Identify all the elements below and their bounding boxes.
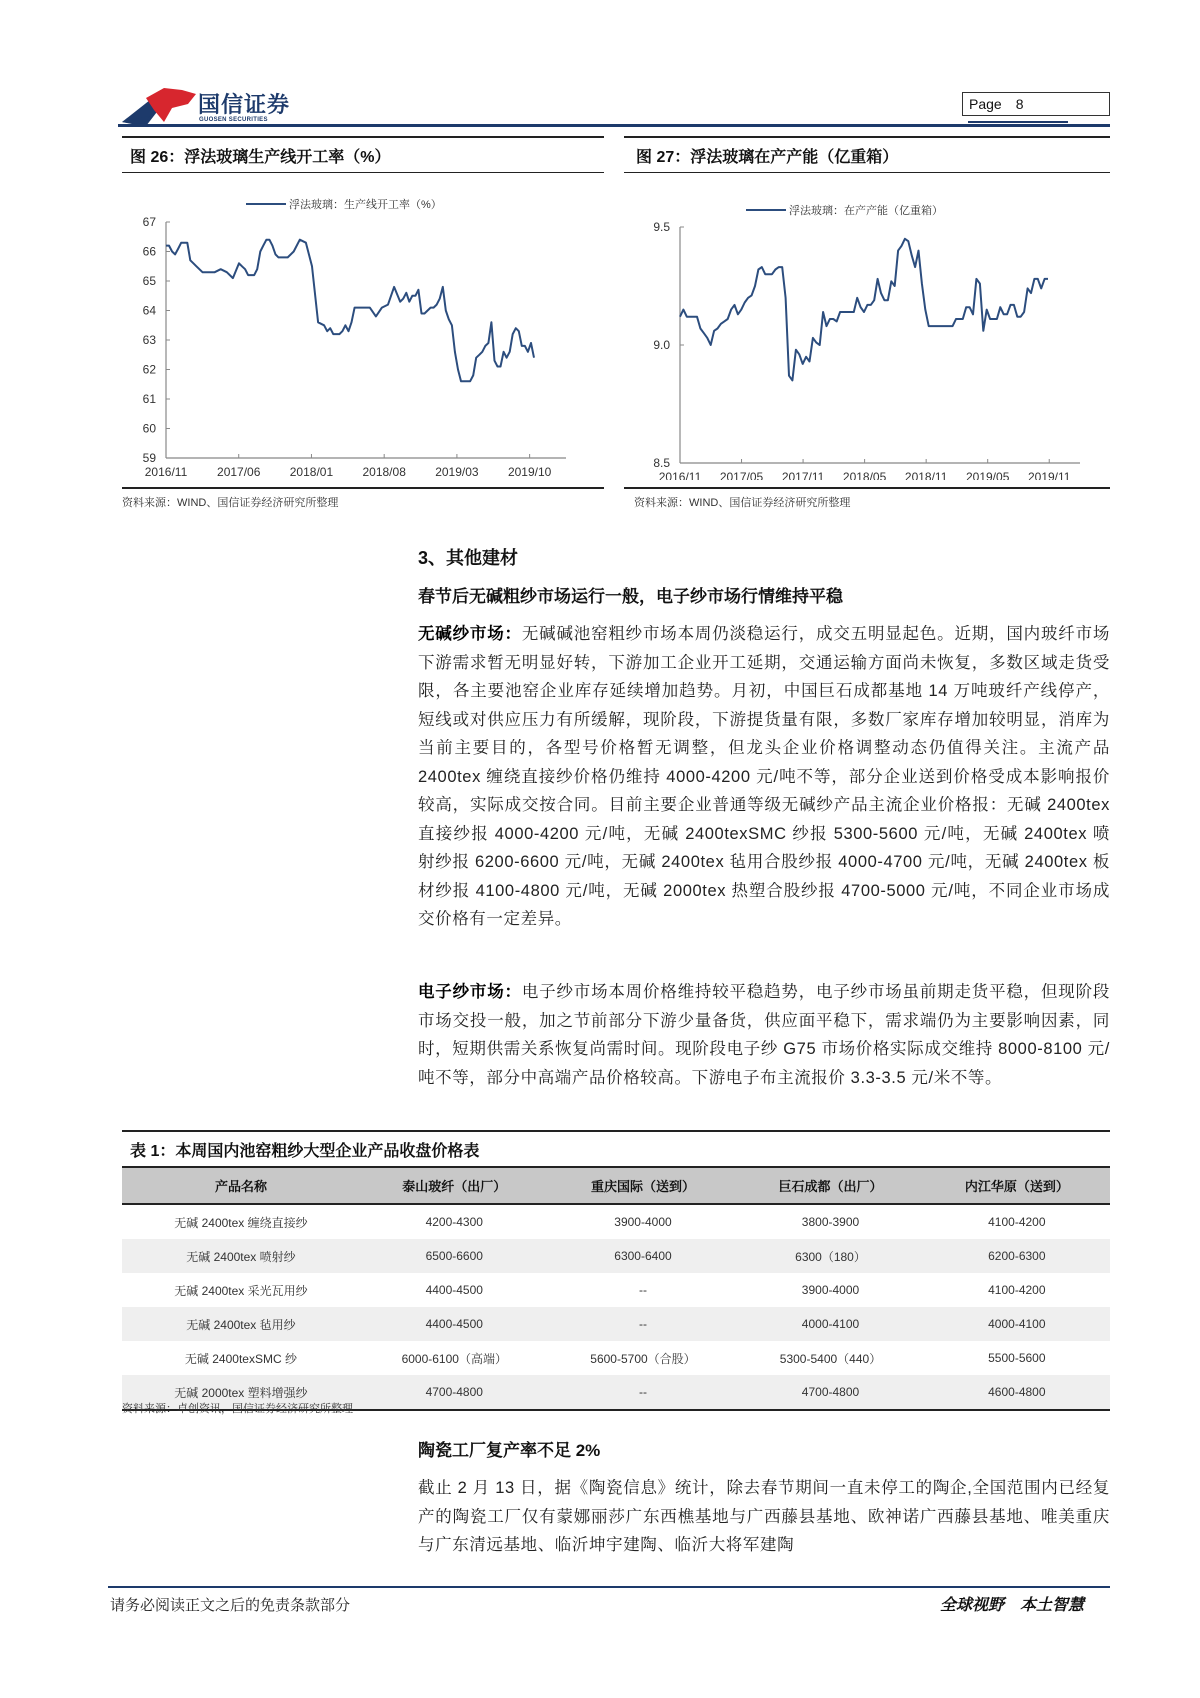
fig27-top-rule xyxy=(624,136,1110,138)
table-cell: 4200-4300 xyxy=(425,1215,483,1229)
table-cell: 5600-5700（合股） xyxy=(590,1351,696,1366)
table-cell: 6500-6600 xyxy=(360,1239,549,1273)
table-cell: 5500-5600 xyxy=(988,1351,1046,1365)
section-heading: 3、其他建材 xyxy=(418,548,519,568)
svg-text:2017/11: 2017/11 xyxy=(781,470,825,480)
svg-text:2018/05: 2018/05 xyxy=(842,470,887,480)
table-cell: 6300-6400 xyxy=(549,1239,738,1273)
fig26-top-rule xyxy=(122,136,604,138)
para1-lead: 无碱纱市场： xyxy=(418,625,522,643)
svg-text:59: 59 xyxy=(142,451,156,465)
fig27-source: 资料来源：WIND、国信证券经济研究所整理 xyxy=(634,497,851,509)
svg-text:62: 62 xyxy=(142,362,156,377)
page-label: Page xyxy=(969,96,1002,112)
col-header: 产品名称 xyxy=(122,1167,360,1204)
table-top-rule xyxy=(122,1130,1110,1132)
fig27-legend-label: 浮法玻璃：在产产能（亿重箱） xyxy=(789,205,943,217)
table-row xyxy=(122,1239,1110,1273)
table-cell: 无碱 2400tex 采光瓦用纱 xyxy=(174,1283,308,1298)
table-cell: 4000-4100 xyxy=(924,1307,1110,1341)
ceramics-paragraph: 截止 2 月 13 日，据《陶瓷信息》统计，除去春节期间一直未停工的陶企,全国范围内已经复产的陶瓷工厂仅有蒙娜丽莎广东西樵基地与广西藤县基地、欧神诺广西藤县基地、唯美重庆与广东清远基地、临沂坤宇建陶、临沂大将军建陶 xyxy=(418,1479,1110,1554)
svg-text:2018/01: 2018/01 xyxy=(289,465,334,479)
fig27-title-rule xyxy=(624,172,1110,173)
svg-text:9.5: 9.5 xyxy=(653,220,670,234)
table-cell: 无碱 2400tex 喷射纱 xyxy=(122,1239,360,1273)
svg-text:64: 64 xyxy=(142,303,156,318)
svg-text:8.5: 8.5 xyxy=(653,456,670,470)
table-cell: 无碱 2400tex 缠绕直接纱 xyxy=(174,1215,308,1230)
table-cell: 无碱 2400texSMC 纱 xyxy=(184,1351,297,1366)
svg-text:60: 60 xyxy=(142,421,156,436)
fig27-chart xyxy=(620,205,1090,480)
guosen-logo-icon xyxy=(120,82,200,130)
svg-text:61: 61 xyxy=(142,392,156,406)
para1-body: 无碱碱池窑粗纱市场本周仍淡稳运行，成交五明显起色。近期，国内玻纤市场下游需求暂无明显好转，下游加工企业开工延期，交通运输方面尚未恢复，多数区域走货受限，各主要池窑企业库存延续增加趋势。月初，中国巨石成都基地 14 万吨玻纤产线停产，短线或对供应压力有所缓解，现阶段，下游提货量有限，多数厂家库存增加较明显，消库为当前主要目的，各型号价格暂无调整，但龙头企业价格调整动态仍值得关注。主流产品 2400tex 缠绕直接纱价格仍维持 4000-4200 元/吨不等，部分企业送到价格受成本影响报价较高，实际成交按合同。目前主要企业普通等级无碱纱产品主流企业价格报：无碱 2400tex 直接纱报 4000-4200 元/吨，无碱 2400texSMC 纱报 5300-5600 元/吨，无碱 2400tex 喷射纱报 6200-6600 元/吨，无碱 2400tex 毡用合股纱报 4000-4700 元/吨，无碱 2400tex 板材纱报 4100-4800 元/吨，无碱 2000tex 热塑合股纱报 4700-5000 元/吨，不同企业市场成交价格有一定差异。 xyxy=(418,625,1110,928)
logo-text-cn: 国信证券 xyxy=(198,92,291,117)
table-cell: 6300（180） xyxy=(737,1239,923,1273)
footer-divider xyxy=(108,1586,1110,1588)
table-cell: 4400-4500 xyxy=(360,1307,549,1341)
svg-text:9.0: 9.0 xyxy=(653,338,670,352)
svg-text:63: 63 xyxy=(142,333,156,347)
logo-text-en: GUOSEN SECURITIES xyxy=(199,117,268,123)
table-cell: 4100-4200 xyxy=(988,1283,1046,1297)
fig26-source: 资料来源：WIND、国信证券经济研究所整理 xyxy=(122,497,339,509)
svg-text:2019/03: 2019/03 xyxy=(435,465,479,479)
table-cell: 6200-6300 xyxy=(924,1239,1110,1273)
svg-text:65: 65 xyxy=(142,274,156,288)
footer-disclaimer: 请务必阅读正文之后的免责条款部分 xyxy=(110,1597,351,1614)
svg-text:2016/11: 2016/11 xyxy=(144,465,188,479)
table-cell: 5300-5400（440） xyxy=(779,1351,882,1366)
svg-text:2018/08: 2018/08 xyxy=(362,465,406,479)
svg-text:2016/11: 2016/11 xyxy=(658,470,702,480)
page-number: 8 xyxy=(1015,96,1024,112)
fig26-legend-label: 浮法玻璃：生产线开工率（%） xyxy=(289,199,442,211)
svg-text:67: 67 xyxy=(142,215,156,229)
table-cell: 6000-6100（高端） xyxy=(401,1351,507,1366)
ceramics-heading: 陶瓷工厂复产率不足 2% xyxy=(418,1441,601,1460)
table-cell: -- xyxy=(549,1307,738,1341)
svg-text:2017/05: 2017/05 xyxy=(719,470,764,480)
para2-lead: 电子纱市场： xyxy=(418,983,522,1001)
table-title: 表 1：本周国内池窑粗纱大型企业产品收盘价格表 xyxy=(130,1143,480,1160)
table-row xyxy=(122,1341,1110,1375)
svg-text:2019/11: 2019/11 xyxy=(1027,470,1071,480)
table-cell: 3900-4000 xyxy=(614,1215,672,1229)
col-header: 泰山玻纤（出厂） xyxy=(360,1167,549,1204)
table-row xyxy=(122,1307,1110,1341)
svg-text:2017/06: 2017/06 xyxy=(217,465,261,479)
table-cell: 3800-3900 xyxy=(801,1215,860,1229)
table-source: 资料来源：卓创资讯，国信证券经济研究所整理 xyxy=(122,1403,353,1415)
svg-text:2019/05: 2019/05 xyxy=(965,470,1010,480)
svg-text:2019/10: 2019/10 xyxy=(507,465,552,479)
fig26-bottom-rule xyxy=(122,487,604,489)
alkali-free-yarn-paragraph xyxy=(418,620,1110,934)
fig26-title-rule xyxy=(122,172,604,173)
para2-body: 电子纱市场本周价格维持较平稳趋势，电子纱市场虽前期走货平稳，但现阶段市场交投一般，加之节前部分下游少量备货，供应面平稳下，需求端仍为主要影响因素，同时，短期供需关系恢复尚需时间。现阶段电子纱 G75 市场价格实际成交维持 8000-8100 元/吨不等，部分中高端产品价格较高。下游电子布主流报价 3.3-3.5 元/米不等。 xyxy=(418,983,1110,1087)
table-row xyxy=(122,1273,1110,1307)
header-divider xyxy=(118,124,1110,127)
fig26-title: 图 26：浮法玻璃生产线开工率（%） xyxy=(130,149,391,166)
svg-text:2018/11: 2018/11 xyxy=(904,470,948,480)
table-cell: 4400-4500 xyxy=(425,1283,483,1297)
table-row xyxy=(122,1204,1110,1239)
section-subheading: 春节后无碱粗纱市场运行一般，电子纱市场行情维持平稳 xyxy=(418,587,843,606)
footer-slogan: 全球视野 本土智慧 xyxy=(940,1597,1085,1614)
col-header: 内江华原（送到） xyxy=(924,1167,1110,1204)
page-underline xyxy=(968,121,1068,123)
table-cell: 4700-4800 xyxy=(360,1375,549,1410)
col-header: 巨石成都（出厂） xyxy=(737,1167,923,1204)
table-cell: 无碱 2400tex 毡用纱 xyxy=(122,1307,360,1341)
fig27-bottom-rule xyxy=(624,487,1110,489)
table-cell: 4100-4200 xyxy=(988,1215,1046,1229)
svg-text:66: 66 xyxy=(142,244,156,259)
table-header-row xyxy=(122,1167,1110,1204)
fig26-chart xyxy=(120,200,590,480)
table-cell: -- xyxy=(638,1283,647,1297)
table-cell: -- xyxy=(549,1375,738,1410)
page-indicator xyxy=(962,92,1110,116)
table-cell: 4600-4800 xyxy=(924,1375,1110,1410)
table-cell: 4700-4800 xyxy=(737,1375,923,1410)
table-cell: 无碱 2000tex 塑料增强纱 xyxy=(122,1375,360,1410)
fig27-title: 图 27：浮法玻璃在产产能（亿重箱） xyxy=(636,149,899,166)
table-cell: 3900-4000 xyxy=(801,1283,860,1297)
electronic-yarn-paragraph xyxy=(418,978,1110,1092)
col-header: 重庆国际（送到） xyxy=(549,1167,738,1204)
table-cell: 4000-4100 xyxy=(737,1307,923,1341)
price-table xyxy=(122,1166,1110,1411)
